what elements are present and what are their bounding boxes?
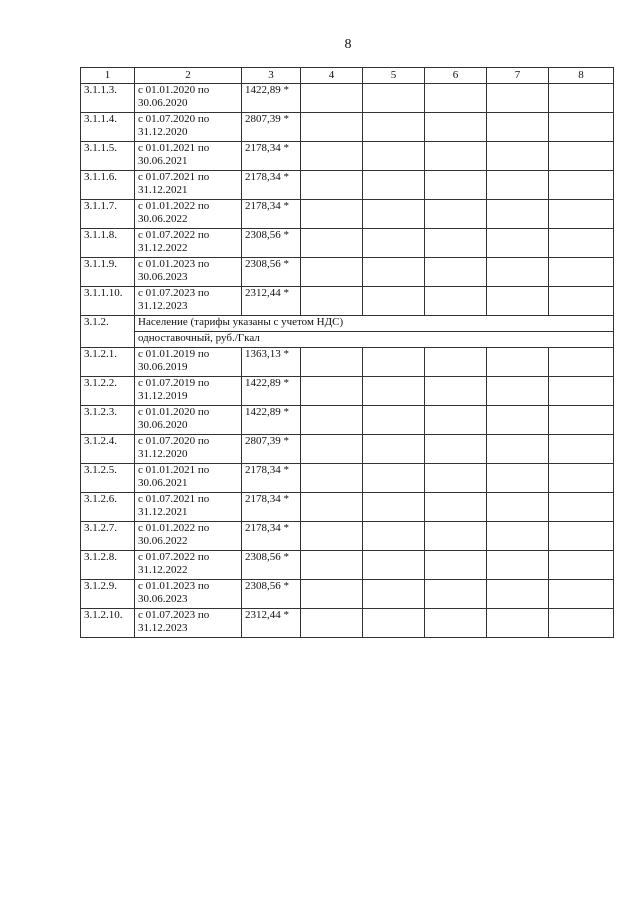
empty-cell <box>549 258 614 287</box>
period-end: 30.06.2022 <box>138 213 188 225</box>
empty-cell <box>487 493 549 522</box>
table-row <box>81 229 614 258</box>
empty-cell <box>301 142 363 171</box>
table-row <box>81 113 614 142</box>
row-number: 3.1.2.2. <box>81 377 135 406</box>
period-cell <box>135 171 242 200</box>
row-number: 3.1.2.6. <box>81 493 135 522</box>
period-end: 30.06.2021 <box>138 155 188 167</box>
tariff-value: 1422,89 * <box>242 84 301 113</box>
period-cell <box>135 522 242 551</box>
period-cell <box>135 493 242 522</box>
empty-cell <box>363 258 425 287</box>
empty-cell <box>425 551 487 580</box>
empty-cell <box>301 522 363 551</box>
empty-cell <box>425 435 487 464</box>
empty-cell <box>301 84 363 113</box>
empty-cell <box>363 580 425 609</box>
table-row <box>81 551 614 580</box>
row-number: 3.1.2.5. <box>81 464 135 493</box>
empty-cell <box>549 84 614 113</box>
period-end: 31.12.2021 <box>138 184 188 196</box>
period-start: с 01.01.2020 по <box>138 406 210 418</box>
period-cell <box>135 609 242 638</box>
period-end: 30.06.2023 <box>138 271 188 283</box>
empty-cell <box>549 229 614 258</box>
empty-cell <box>301 493 363 522</box>
empty-cell <box>363 171 425 200</box>
empty-cell <box>549 377 614 406</box>
empty-cell <box>487 84 549 113</box>
empty-cell <box>363 522 425 551</box>
period-start: с 01.01.2023 по <box>138 580 210 592</box>
period-cell <box>135 406 242 435</box>
empty-cell <box>549 200 614 229</box>
empty-cell <box>487 200 549 229</box>
empty-cell <box>549 171 614 200</box>
header-cell: 6 <box>425 68 487 84</box>
period-cell <box>135 287 242 316</box>
empty-cell <box>363 84 425 113</box>
row-number: 3.1.1.6. <box>81 171 135 200</box>
row-number: 3.1.1.10. <box>81 287 135 316</box>
period-start: с 01.01.2021 по <box>138 142 210 154</box>
period-start: с 01.07.2023 по <box>138 287 210 299</box>
empty-cell <box>487 377 549 406</box>
period-start: с 01.07.2021 по <box>138 171 210 183</box>
empty-cell <box>363 464 425 493</box>
empty-cell <box>301 464 363 493</box>
header-cell: 3 <box>242 68 301 84</box>
empty-cell <box>425 493 487 522</box>
header-cell: 1 <box>81 68 135 84</box>
table-row <box>81 287 614 316</box>
tariff-value: 2312,44 * <box>242 609 301 638</box>
empty-cell <box>425 229 487 258</box>
empty-cell <box>487 229 549 258</box>
period-cell <box>135 348 242 377</box>
empty-cell <box>549 580 614 609</box>
table-row <box>81 464 614 493</box>
row-number: 3.1.2.4. <box>81 435 135 464</box>
tariff-value: 2308,56 * <box>242 258 301 287</box>
row-number: 3.1.1.4. <box>81 113 135 142</box>
period-end: 31.12.2019 <box>138 390 188 402</box>
period-start: с 01.07.2020 по <box>138 113 210 125</box>
empty-cell <box>487 580 549 609</box>
period-cell <box>135 551 242 580</box>
empty-cell <box>425 200 487 229</box>
period-end: 30.06.2023 <box>138 593 188 605</box>
empty-cell <box>363 406 425 435</box>
empty-cell <box>363 348 425 377</box>
period-end: 30.06.2022 <box>138 535 188 547</box>
period-cell <box>135 113 242 142</box>
empty-cell <box>487 142 549 171</box>
period-end: 31.12.2023 <box>138 300 188 312</box>
row-number: 3.1.2.3. <box>81 406 135 435</box>
tariff-value: 2308,56 * <box>242 229 301 258</box>
period-cell <box>135 377 242 406</box>
period-end: 30.06.2020 <box>138 97 188 109</box>
empty-cell <box>363 435 425 464</box>
empty-cell <box>363 377 425 406</box>
empty-cell <box>549 113 614 142</box>
page-number: 8 <box>344 37 352 52</box>
period-start: с 01.01.2023 по <box>138 258 210 270</box>
period-cell <box>135 84 242 113</box>
table-row <box>81 377 614 406</box>
period-end: 31.12.2020 <box>138 126 188 138</box>
empty-cell <box>363 229 425 258</box>
empty-cell <box>301 580 363 609</box>
tariff-value: 2178,34 * <box>242 171 301 200</box>
period-end: 30.06.2019 <box>138 361 188 373</box>
period-cell <box>135 464 242 493</box>
header-row <box>81 68 614 84</box>
tariff-value: 2178,34 * <box>242 142 301 171</box>
empty-cell <box>301 171 363 200</box>
empty-cell <box>487 348 549 377</box>
empty-cell <box>425 348 487 377</box>
section-subtitle-row <box>81 332 614 348</box>
row-number: 3.1.1.7. <box>81 200 135 229</box>
period-end: 31.12.2020 <box>138 448 188 460</box>
empty-cell <box>425 171 487 200</box>
empty-cell <box>425 113 487 142</box>
empty-cell <box>487 551 549 580</box>
tariff-value: 2308,56 * <box>242 551 301 580</box>
tariff-value: 1363,13 * <box>242 348 301 377</box>
empty-cell <box>549 609 614 638</box>
empty-cell <box>487 609 549 638</box>
section-subtitle: одноставочный, руб./Гкал <box>135 332 614 348</box>
period-end: 30.06.2021 <box>138 477 188 489</box>
period-cell <box>135 580 242 609</box>
empty-cell <box>363 609 425 638</box>
empty-cell <box>301 258 363 287</box>
empty-cell <box>363 287 425 316</box>
tariff-value: 2308,56 * <box>242 580 301 609</box>
table-row <box>81 580 614 609</box>
header-cell: 8 <box>549 68 614 84</box>
tariff-value: 1422,89 * <box>242 377 301 406</box>
tariff-value: 2312,44 * <box>242 287 301 316</box>
row-number: 3.1.1.9. <box>81 258 135 287</box>
empty-cell <box>301 377 363 406</box>
row-number: 3.1.1.8. <box>81 229 135 258</box>
table-row <box>81 142 614 171</box>
empty-cell <box>549 522 614 551</box>
tariff-table <box>80 67 614 638</box>
empty-cell <box>301 348 363 377</box>
empty-cell <box>549 406 614 435</box>
empty-cell <box>487 113 549 142</box>
empty-cell <box>301 551 363 580</box>
period-start: с 01.01.2021 по <box>138 464 210 476</box>
empty-cell <box>425 580 487 609</box>
table-row <box>81 435 614 464</box>
empty-cell <box>425 609 487 638</box>
row-number: 3.1.2.7. <box>81 522 135 551</box>
period-end: 31.12.2022 <box>138 564 188 576</box>
period-end: 30.06.2020 <box>138 419 188 431</box>
empty-cell <box>425 142 487 171</box>
empty-cell <box>301 200 363 229</box>
empty-cell <box>301 435 363 464</box>
table-row <box>81 493 614 522</box>
period-start: с 01.07.2022 по <box>138 551 210 563</box>
empty-cell <box>487 406 549 435</box>
period-start: с 01.01.2022 по <box>138 522 210 534</box>
empty-cell <box>363 113 425 142</box>
empty-cell <box>549 493 614 522</box>
period-start: с 01.07.2020 по <box>138 435 210 447</box>
header-cell: 4 <box>301 68 363 84</box>
empty-cell <box>363 142 425 171</box>
tariff-value: 2178,34 * <box>242 493 301 522</box>
empty-cell <box>301 609 363 638</box>
period-cell <box>135 229 242 258</box>
empty-cell <box>301 287 363 316</box>
tariff-value: 2178,34 * <box>242 464 301 493</box>
empty-cell <box>363 493 425 522</box>
period-start: с 01.01.2019 по <box>138 348 210 360</box>
empty-cell <box>549 464 614 493</box>
empty-cell <box>363 551 425 580</box>
empty-cell <box>549 551 614 580</box>
period-start: с 01.07.2021 по <box>138 493 210 505</box>
period-end: 31.12.2023 <box>138 622 188 634</box>
table-row <box>81 348 614 377</box>
section-row <box>81 316 614 332</box>
empty-cell <box>425 287 487 316</box>
period-cell <box>135 435 242 464</box>
empty-cell <box>487 522 549 551</box>
empty-cell <box>549 348 614 377</box>
empty-cell <box>301 229 363 258</box>
tariff-value: 2807,39 * <box>242 113 301 142</box>
section-title: Население (тарифы указаны с учетом НДС) <box>135 316 614 332</box>
empty-cell <box>363 200 425 229</box>
table-row <box>81 609 614 638</box>
tariff-value: 2178,34 * <box>242 522 301 551</box>
header-cell: 2 <box>135 68 242 84</box>
empty-cell <box>487 287 549 316</box>
tariff-value: 2807,39 * <box>242 435 301 464</box>
period-end: 31.12.2021 <box>138 506 188 518</box>
empty-cell <box>301 113 363 142</box>
period-end: 31.12.2022 <box>138 242 188 254</box>
header-cell: 5 <box>363 68 425 84</box>
period-cell <box>135 142 242 171</box>
empty-cell <box>425 464 487 493</box>
empty-cell <box>487 435 549 464</box>
table-row <box>81 84 614 113</box>
empty-cell <box>487 171 549 200</box>
empty-cell <box>549 435 614 464</box>
empty-cell <box>425 406 487 435</box>
table-row <box>81 258 614 287</box>
row-number: 3.1.2.1. <box>81 348 135 377</box>
empty-cell <box>549 142 614 171</box>
empty-cell <box>425 377 487 406</box>
tariff-value: 1422,89 * <box>242 406 301 435</box>
period-cell <box>135 258 242 287</box>
period-start: с 01.01.2020 по <box>138 84 210 96</box>
table-row <box>81 522 614 551</box>
empty-cell <box>425 258 487 287</box>
empty-cell <box>425 84 487 113</box>
period-cell <box>135 200 242 229</box>
empty-cell <box>487 258 549 287</box>
empty-cell <box>301 406 363 435</box>
section-number: 3.1.2. <box>81 316 135 348</box>
row-number: 3.1.1.5. <box>81 142 135 171</box>
table-body <box>81 68 614 638</box>
table-row <box>81 406 614 435</box>
row-number: 3.1.2.9. <box>81 580 135 609</box>
period-start: с 01.07.2019 по <box>138 377 210 389</box>
table-row <box>81 171 614 200</box>
row-number: 3.1.1.3. <box>81 84 135 113</box>
tariff-value: 2178,34 * <box>242 200 301 229</box>
row-number: 3.1.2.8. <box>81 551 135 580</box>
empty-cell <box>549 287 614 316</box>
period-start: с 01.07.2023 по <box>138 609 210 621</box>
period-start: с 01.01.2022 по <box>138 200 210 212</box>
header-cell: 7 <box>487 68 549 84</box>
empty-cell <box>487 464 549 493</box>
row-number: 3.1.2.10. <box>81 609 135 638</box>
table-row <box>81 200 614 229</box>
period-start: с 01.07.2022 по <box>138 229 210 241</box>
empty-cell <box>425 522 487 551</box>
